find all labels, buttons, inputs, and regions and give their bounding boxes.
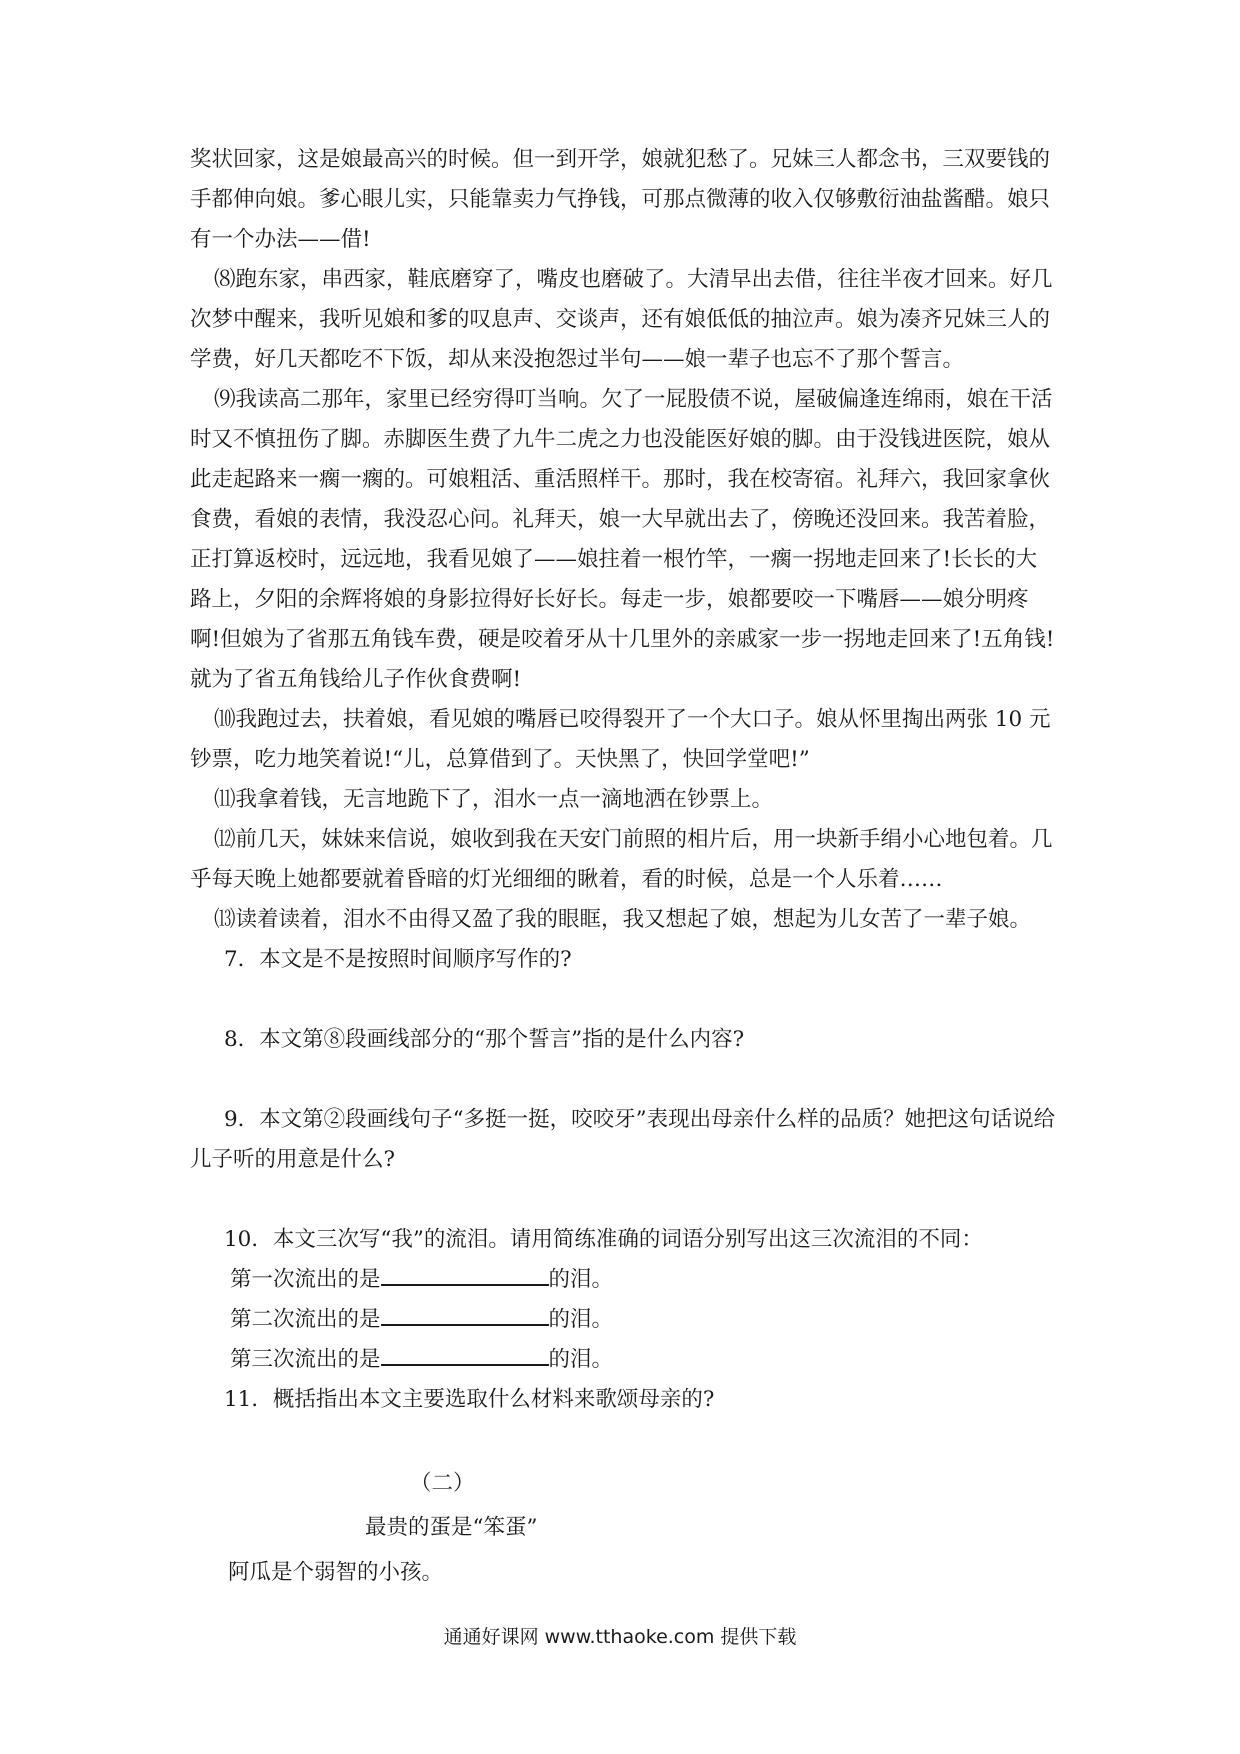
question-8: 8．本文第⑧段画线部分的“那个誓言”指的是什么内容?: [224, 1027, 745, 1052]
paragraph-13: ⒀读着读着，泪水不由得又盈了我的眼眶，我又想起了娘，想起为儿女苦了一辈子娘。: [214, 907, 1032, 932]
question-9: 9．本文第②段画线句子“多挺一挺，咬咬牙”表现出母亲什么样的品质？她把这句话说给儿子听的用意是什么?: [190, 1107, 1056, 1172]
blank-line-2: [190, 1300, 1058, 1340]
paragraph-8: ⑻跑东家，串西家，鞋底磨穿了，嘴皮也磨破了。大清早出去借，往往半夜才回来。好几次梦中醒来，我听见娘和爹的叹息声、交谈声，还有娘低低的抽泣声。娘为凑齐兄妹三人的学费，好几天都吃不下饭，却从来没抱怨过半句——娘一辈子也忘不了那个誓言。: [190, 267, 1053, 372]
reading-passage: [190, 140, 1058, 1420]
blank-suffix: 的泪。: [548, 1267, 614, 1292]
blank-line-3: [190, 1340, 1058, 1380]
answer-space-7: [190, 980, 1058, 1020]
blank-line-1: [190, 1260, 1058, 1300]
paragraph-12: ⑿前几天，妹妹来信说，娘收到我在天安门前照的相片后，用一块新手绢小心地包着。几乎每天晚上她都要就着昏暗的灯光细细的瞅着，看的时候，总是一个人乐着……: [190, 827, 1053, 892]
answer-blank[interactable]: [381, 1344, 549, 1366]
paragraph-10: ⑽我跑过去，扶着娘，看见娘的嘴唇已咬得裂开了一个大口子。娘从怀里掏出两张 10 元钞票，吃力地笑着说!“儿，总算借到了。天快黑了，快回学堂吧!”: [190, 707, 1051, 772]
section-number: （二）: [410, 1471, 475, 1496]
answer-blank[interactable]: [381, 1264, 549, 1286]
answer-blank[interactable]: [381, 1304, 549, 1326]
paragraph-7-continued: 奖状回家，这是娘最高兴的时候。但一到开学，娘就犯愁了。兄妹三人都念书，三双要钱的手都伸向娘。爹心眼儿实，只能靠卖力气挣钱，可那点微薄的收入仅够敷衍油盐酱醋。娘只有一个办法——借!: [190, 147, 1051, 252]
blank-prefix: 第一次流出的是: [230, 1267, 381, 1292]
paragraph-11: ⑾我拿着钱，无言地跪下了，泪水一点一滴地洒在钞票上。: [214, 787, 774, 812]
paragraph-9: ⑼我读高二那年，家里已经穷得叮当响。欠了一屁股债不说，屋破偏逢连绵雨，娘在干活时又不慎扭伤了脚。赤脚医生费了九牛二虎之力也没能医好娘的脚。由于没钱进医院，娘从此走起路来一瘸一瘸的。可娘粗活、重活照样干。那时，我在校寄宿。礼拜六，我回家拿伙食费，看娘的表情，我没忍心问。礼拜天，娘一大早就出去了，傍晚还没回来。我苦着脸，正打算返校时，远远地，我看见娘了——娘拄着一根竹竿，一瘸一拐地走回来了!长长的大路上，夕阳的余辉将娘的身影拉得好长好长。每走一步，娘都要咬一下嘴唇——娘分明疼啊!但娘为了省那五角钱车费，硬是咬着牙从十几里外的亲戚家一步一拐地走回来了!五角钱!就为了省五角钱给儿子作伙食费啊!: [190, 387, 1055, 692]
blank-prefix: 第二次流出的是: [230, 1307, 381, 1332]
blank-suffix: 的泪。: [548, 1347, 614, 1372]
answer-space-8: [190, 1060, 1058, 1100]
blank-prefix: 第三次流出的是: [230, 1347, 381, 1372]
question-7: 7．本文是不是按照时间顺序写作的?: [224, 947, 572, 972]
question-11: 11．概括指出本文主要选取什么材料来歌颂母亲的?: [224, 1387, 715, 1412]
answer-space-9: [190, 1180, 1058, 1220]
article-title: 最贵的蛋是“笨蛋”: [365, 1515, 538, 1540]
page-footer: 通通好课网 www.tthaoke.com 提供下载: [443, 1626, 797, 1648]
article-first-line: 阿瓜是个弱智的小孩。: [228, 1560, 444, 1585]
blank-suffix: 的泪。: [548, 1307, 614, 1332]
question-10: 10．本文三次写“我”的流泪。请用简练准确的词语分别写出这三次流泪的不同：: [224, 1227, 983, 1252]
